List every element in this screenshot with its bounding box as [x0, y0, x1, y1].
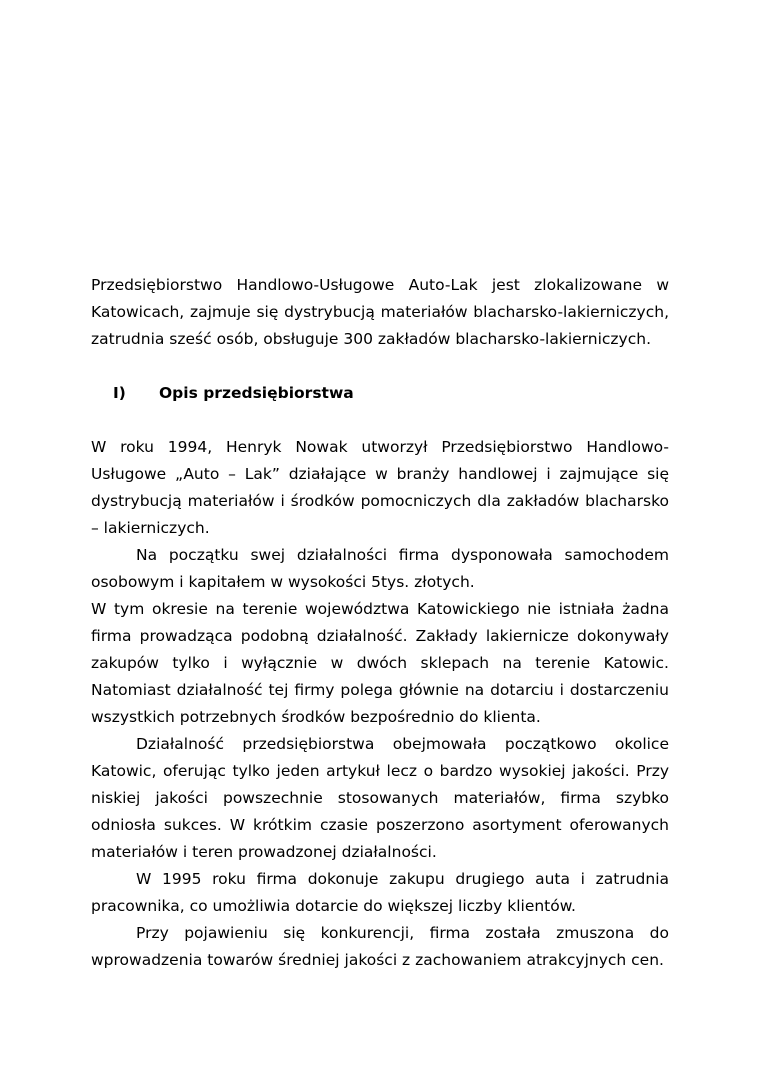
- intro-paragraph: Przedsiębiorstwo Handlowo-Usługowe Auto-Lak jest zlokalizowane w Katowicach, zajmuje się dystrybucją materiałów blacharsko-lakierniczych, zatrudnia sześć osób, obsługuje 300 zakładów blacharsko-lakierniczych.: [91, 276, 669, 348]
- body-paragraph: W roku 1994, Henryk Nowak utworzył Przedsiębiorstwo Handlowo-Usługowe „Auto – Lak” działające w branży handlowej i zajmujące się dystrybucją materiałów i środków pomocniczych dla zakładów blacharsko – lakierniczych.: [91, 438, 669, 537]
- document-page: [91, 272, 669, 974]
- body-paragraph: Działalność przedsiębiorstwa obejmowała początkowo okolice Katowic, oferując tylko jeden artykuł lecz o bardzo wysokiej jakości. Przy niskiej jakości powszechnie stosowanych materiałów, firma szybko odniosła sukces. W krótkim czasie poszerzono asortyment oferowanych materiałów i teren prowadzonej działalności.: [91, 735, 669, 861]
- body-paragraph: W 1995 roku firma dokonuje zakupu drugiego auta i zatrudnia pracownika, co umożliwia dotarcie do większej liczby klientów.: [91, 870, 669, 915]
- section-title: Opis przedsiębiorstwa: [159, 384, 354, 402]
- spacer: [91, 353, 669, 380]
- section-heading: [91, 380, 669, 407]
- body-paragraph: Przy pojawieniu się konkurencji, firma została zmuszona do wprowadzenia towarów średniej jakości z zachowaniem atrakcyjnych cen.: [91, 924, 669, 969]
- body-paragraph: W tym okresie na terenie województwa Katowickiego nie istniała żadna firma prowadząca podobną działalność. Zakłady lakiernicze dokonywały zakupów tylko i wyłącznie w dwóch sklepach na terenie Katowic. Natomiast działalność tej firmy polega głównie na dotarciu i dostarczeniu wszystkich potrzebnych środków bezpośrednio do klienta.: [91, 600, 669, 726]
- body-paragraph: Na początku swej działalności firma dysponowała samochodem osobowym i kapitałem w wysokości 5tys. złotych.: [91, 546, 669, 591]
- spacer: [91, 407, 669, 434]
- section-number: I): [113, 384, 126, 402]
